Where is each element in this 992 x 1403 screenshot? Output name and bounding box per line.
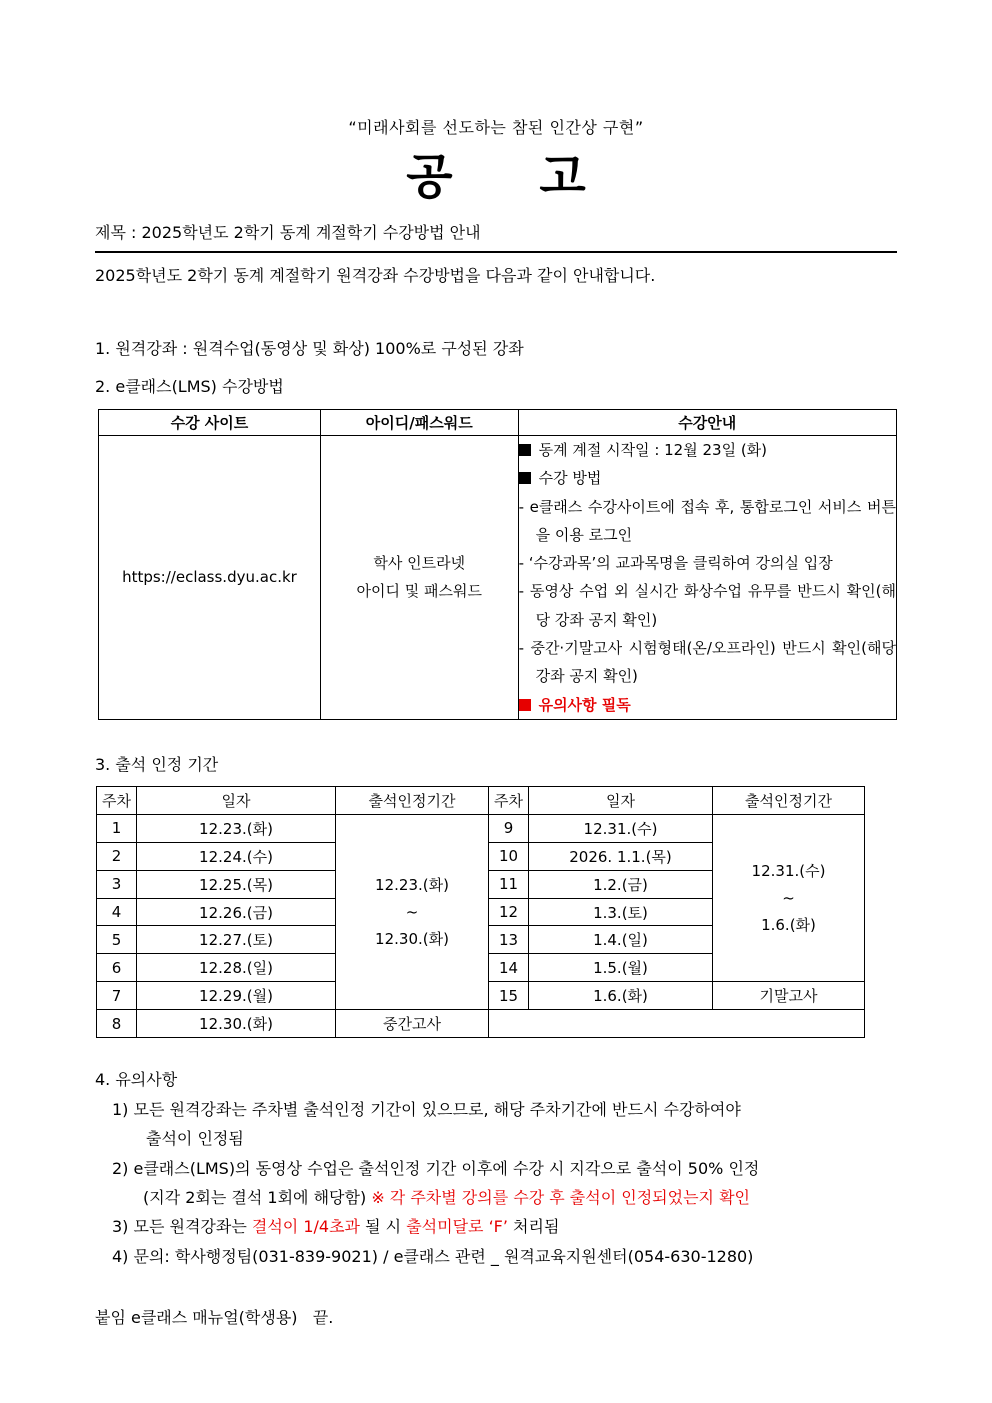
header-date: 일자 [137, 787, 336, 815]
date-cell: 2026. 1.1.(목) [529, 842, 713, 870]
header-site: 수강 사이트 [99, 410, 321, 436]
week-cell: 10 [489, 842, 529, 870]
week-cell: 15 [489, 982, 529, 1010]
warning-item: 유의사항 필독 [519, 691, 896, 719]
week-cell: 6 [97, 954, 137, 982]
red-square-bullet-icon [519, 699, 531, 711]
date-cell: 1.2.(금) [529, 870, 713, 898]
date-cell: 1.3.(토) [529, 898, 713, 926]
week-cell: 11 [489, 870, 529, 898]
week-cell: 14 [489, 954, 529, 982]
note-3: 3) 모든 원격강좌는 결석이 1/4초과 될 시 출석미달로 ‘F’ 처리됨 [112, 1217, 560, 1236]
method-item: 수강 방법 [519, 464, 896, 492]
week-cell: 7 [97, 982, 137, 1010]
header-guide: 수강안내 [518, 410, 896, 436]
date-cell: 1.5.(월) [529, 954, 713, 982]
period-2-cell: 12.31.(수) ~ 1.6.(화) [713, 814, 865, 981]
header-period: 출석인정기간 [336, 787, 489, 815]
intro-text: 2025학년도 2학기 동계 계절학기 원격강좌 수강방법을 다음과 같이 안내합니다. [95, 266, 656, 285]
site-url-link[interactable]: https://eclass.dyu.ac.kr [99, 436, 321, 720]
square-bullet-icon [519, 444, 531, 456]
square-bullet-icon [519, 472, 531, 484]
section-2-heading: 2. e클래스(LMS) 수강방법 [95, 377, 284, 396]
attendance-table [96, 786, 865, 1038]
guide-cell [518, 436, 896, 720]
date-cell: 12.25.(목) [137, 870, 336, 898]
note-2-line-2: (지각 2회는 결석 1회에 해당함) ※ 각 주차별 강의를 수강 후 출석이 인정되었는지 확인 [143, 1188, 750, 1207]
week-cell: 2 [97, 842, 137, 870]
date-cell: 12.27.(토) [137, 926, 336, 954]
week-cell: 12 [489, 898, 529, 926]
week-cell: 3 [97, 870, 137, 898]
week-cell: 13 [489, 926, 529, 954]
note-3-highlight-2: 출석미달로 ‘F’ [406, 1217, 508, 1236]
note-4: 4) 문의: 학사행정팀(031-839-9021) / e클래스 관련 _ 원격교육지원센터(054-630-1280) [112, 1247, 754, 1266]
step-1: - e클래스 수강사이트에 접속 후, 통합로그인 서비스 버튼을 이용 로그인 [518, 497, 896, 544]
header-week: 주차 [489, 787, 529, 815]
table-row [97, 1010, 865, 1038]
page-title: 공 고 [406, 149, 586, 205]
midterm-exam-cell: 중간고사 [336, 1010, 489, 1038]
week-cell: 9 [489, 814, 529, 842]
note-2-line-1: 2) e클래스(LMS)의 동영상 수업은 출석인정 기간 이후에 수강 시 지각으로 출석이 50% 인정 [112, 1159, 760, 1178]
date-cell: 12.24.(수) [137, 842, 336, 870]
header-period: 출석인정기간 [713, 787, 865, 815]
date-cell: 12.29.(월) [137, 982, 336, 1010]
date-cell: 12.30.(화) [137, 1010, 336, 1038]
section-3-heading: 3. 출석 인정 기간 [95, 755, 219, 774]
date-cell: 12.31.(수) [529, 814, 713, 842]
note-1-line-2: 출석이 인정됨 [146, 1129, 244, 1148]
lms-table-header [99, 410, 897, 436]
lms-table [98, 409, 897, 720]
week-cell: 1 [97, 814, 137, 842]
motto: “미래사회를 선도하는 참된 인간상 구현” [348, 118, 644, 137]
note-2-highlight: ※ 각 주차별 강의를 수강 후 출석이 인정되었는지 확인 [371, 1188, 750, 1207]
header-date: 일자 [529, 787, 713, 815]
week-cell: 5 [97, 926, 137, 954]
header-week: 주차 [97, 787, 137, 815]
step-2: - ‘수강과목’의 교과목명을 클릭하여 강의실 입장 [518, 554, 833, 573]
table-row [97, 814, 865, 842]
week-cell: 4 [97, 898, 137, 926]
date-cell: 12.23.(화) [137, 814, 336, 842]
section-4-heading: 4. 유의사항 [95, 1070, 178, 1089]
date-cell: 1.4.(일) [529, 926, 713, 954]
note-3-highlight-1: 결석이 1/4초과 [251, 1217, 361, 1236]
date-cell: 12.26.(금) [137, 898, 336, 926]
period-1-cell: 12.23.(화) ~ 12.30.(화) [336, 814, 489, 1009]
date-cell: 12.28.(일) [137, 954, 336, 982]
attendance-header [97, 787, 865, 815]
note-1-line-1: 1) 모든 원격강좌는 주차별 출석인정 기간이 있으므로, 해당 주차기간에 반드시 수강하여야 [112, 1100, 741, 1119]
empty-cell [489, 1010, 865, 1038]
week-cell: 8 [97, 1010, 137, 1038]
subject-line: 제목 : 2025학년도 2학기 동계 계절학기 수강방법 안내 [95, 223, 481, 242]
header-id-password: 아이디/패스워드 [320, 410, 518, 436]
divider [95, 251, 897, 253]
step-3: - 동영상 수업 외 실시간 화상수업 유무를 반드시 확인(해당 강좌 공지 확인) [518, 582, 896, 629]
id-password-cell: 학사 인트라넷 아이디 및 패스워드 [320, 436, 518, 720]
step-4: - 중간·기말고사 시험형태(온/오프라인) 반드시 확인(해당 강좌 공지 확인) [518, 639, 896, 686]
date-cell: 1.6.(화) [529, 982, 713, 1010]
start-date-item: 동계 계절 시작일 : 12월 23일 (화) [519, 436, 896, 464]
attachment-line: 붙임 e클래스 매뉴얼(학생용) 끝. [95, 1308, 334, 1327]
lms-table-row [99, 436, 897, 720]
final-exam-cell: 기말고사 [713, 982, 865, 1010]
section-1-heading: 1. 원격강좌 : 원격수업(동영상 및 화상) 100%로 구성된 강좌 [95, 339, 524, 358]
